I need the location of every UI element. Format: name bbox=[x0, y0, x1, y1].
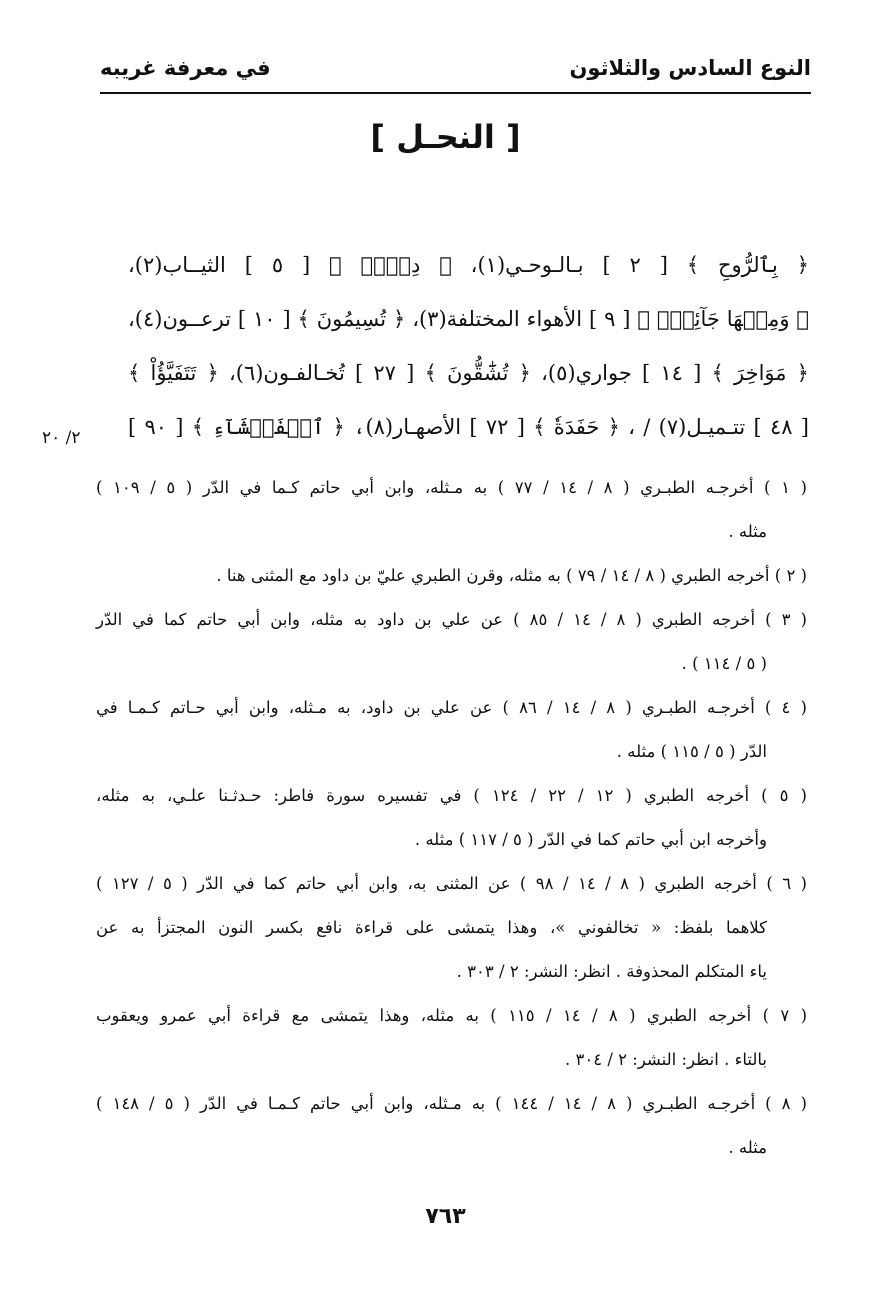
margin-reference: ٢/ ٢٠ bbox=[42, 428, 81, 448]
main-text bbox=[128, 238, 809, 454]
footnote-line: مثله . bbox=[728, 1138, 767, 1157]
running-header bbox=[100, 44, 811, 94]
footnote-line: ( ٥ / ١١٤ ) . bbox=[681, 654, 767, 673]
footnote-line: ( ٤ ) أخرجـه الطبـري ( ٨ / ١٤ / ٨٦ ) عن علي بن داود، به مـثله، وابن أبي حـاتم كـمـا في bbox=[96, 698, 807, 717]
footnote-line: ( ٥ ) أخرجه الطبري ( ١٢ / ٢٢ / ١٢٤ ) في تفسيره سورة فاطر: حـدثـنا علـي، به مثله، bbox=[96, 786, 807, 805]
footnote-line: ( ٢ ) أخرجه الطبري ( ٨ / ١٤ / ٧٩ ) به مثله، وقرن الطبري عليّ بن داود مع المثنى هنا . bbox=[216, 566, 807, 585]
footnote-line: ( ١ ) أخرجـه الطبـري ( ٨ / ١٤ / ٧٧ ) به مـثله، وابن أبي حاتم كـما في الدّر ( ٥ / ١٠٩ ) bbox=[96, 478, 807, 497]
main-text-line: [ ٤٨ ] تتـميـل(٧) / ، ﴿ حَفَدَةٗ ﴾ [ ٧٢ ] الأصهـار(٨)، ﴿ ٱلۡفَحۡشَآءِ ﴾ [ ٩٠ ] bbox=[128, 415, 809, 439]
header-section-title: في معرفة غريبه bbox=[100, 56, 271, 80]
footnote-line: كلاهما بلفظ: « تخالفوني »، وهذا يتمشى على قراءة نافع بكسر النون المجتزأ به عن bbox=[96, 918, 767, 937]
main-text-line: ﴿ بِٱلرُّوحِ ﴾ [ ٢ ] بـالـوحـي(١)، ﴿ دِفۡءٞ ﴾ [ ٥ ] الثيــاب(٢)، bbox=[128, 253, 809, 277]
footnote-line: الدّر ( ٥ / ١١٥ ) مثله . bbox=[616, 742, 767, 761]
footnote-line: ( ٧ ) أخرجه الطبري ( ٨ / ١٤ / ١١٥ ) به مثله، وهذا يتمشى مع قراءة أبي عمرو ويعقوب bbox=[96, 1006, 808, 1025]
page-number: ٧٦٣ bbox=[425, 1204, 466, 1229]
footnotes bbox=[96, 466, 807, 1170]
footnote-line: مثله . bbox=[728, 522, 767, 541]
main-text-line: ﴿ مَوَاخِرَ ﴾ [ ١٤ ] جواري(٥)، ﴿ تُشَٰٓقُّونَ ﴾ [ ٢٧ ] تُخـالفـون(٦)، ﴿ تَتَفَيَّؤُاْ ﴾ bbox=[128, 361, 809, 385]
surah-title: [ النحـل ] bbox=[370, 118, 521, 156]
main-text-line: ﴿ وَمِنۡهَا جَآئِرٞۚ ﴾ [ ٩ ] الأهواء المختلفة(٣)، ﴿ تُسِيمُونَ ﴾ [ ١٠ ] ترعــون(٤)، bbox=[128, 307, 809, 331]
header-chapter-title: النوع السادس والثلاثون bbox=[569, 56, 811, 80]
footnote-line: بالتاء . انظر: النشر: ٢ / ٣٠٤ . bbox=[564, 1050, 767, 1069]
footnote-line: ياء المتكلم المحذوفة . انظر: النشر: ٢ / ٣٠٣ . bbox=[456, 962, 767, 981]
footnote-line: ( ٦ ) أخرجه الطبري ( ٨ / ١٤ / ٩٨ ) عن المثنى به، وابن أبي حاتم كما في الدّر ( ٥ / ١٢٧ ) bbox=[96, 874, 807, 893]
footnote-line: ( ٣ ) أخرجه الطبري ( ٨ / ١٤ / ٨٥ ) عن علي بن داود به مثله، وابن أبي حاتم كما في الدّر bbox=[96, 610, 807, 629]
footnote-line: وأخرجه ابن أبي حاتم كما في الدّر ( ٥ / ١١٧ ) مثله . bbox=[414, 830, 767, 849]
footnote-line: ( ٨ ) أخرجـه الطبـري ( ٨ / ١٤ / ١٤٤ ) به مـثله، وابن أبي حاتم كـمـا في الدّر ( ٥ / ١٤٨ ) bbox=[96, 1094, 807, 1113]
